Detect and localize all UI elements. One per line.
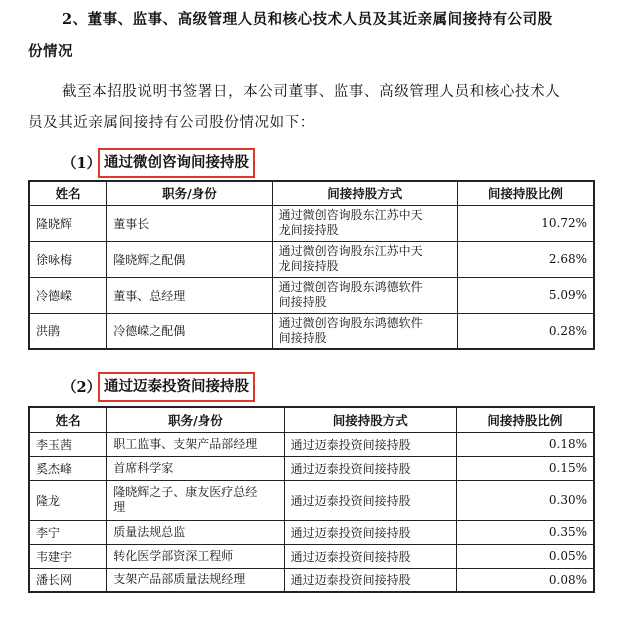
table-row (29, 456, 594, 480)
col-header-role: 职务/身份 (107, 407, 284, 432)
cell-method (272, 313, 457, 349)
subsection1-title: 通过微创咨询间接持股 (98, 148, 255, 178)
cell-method: 通过迈泰投资间接持股 (284, 520, 456, 544)
cell-method: 通过迈泰投资间接持股 (284, 568, 456, 592)
cell-name: 隆晓辉 (29, 205, 107, 241)
col-header-role: 职务/身份 (107, 181, 272, 205)
cell-method (272, 241, 457, 277)
shareholding-table-1 (28, 180, 595, 350)
cell-ratio: 0.08% (456, 568, 594, 592)
cell-ratio: 0.05% (456, 544, 594, 568)
cell-role (107, 480, 284, 520)
cell-role (107, 520, 284, 544)
subsection2-title: 通过迈泰投资间接持股 (98, 372, 255, 402)
section-heading-line1: 2、董事、监事、高级管理人员和核心技术人员及其近亲属间接持有公司股 (62, 11, 553, 28)
shareholding-table-2 (28, 406, 595, 593)
table-row (29, 313, 594, 349)
cell-ratio: 0.15% (456, 456, 594, 480)
cell-method (272, 277, 457, 313)
cell-name: 李宁 (29, 520, 107, 544)
cell-ratio: 10.72% (457, 205, 594, 241)
table-header-row (29, 181, 594, 205)
table-row (29, 568, 594, 592)
cell-name: 潘长网 (29, 568, 107, 592)
cell-name: 奚杰峰 (29, 456, 107, 480)
col-header-name: 姓名 (29, 407, 107, 432)
cell-name: 冷德嵘 (29, 277, 107, 313)
cell-role-line1: 支架产品部质量法规经理 (113, 572, 246, 587)
cell-role: 董事长 (107, 205, 272, 241)
col-header-method: 间接持股方式 (272, 181, 457, 205)
cell-role (107, 568, 284, 592)
cell-method-line2: 间接持股 (278, 295, 327, 309)
cell-method: 通过迈泰投资间接持股 (284, 432, 456, 456)
cell-name: 洪鹃 (29, 313, 107, 349)
cell-role: 董事、总经理 (107, 277, 272, 313)
section-heading-line2: 份情况 (28, 43, 73, 60)
cell-role-line1: 质量法规总监 (113, 524, 186, 539)
col-header-method: 间接持股方式 (284, 407, 456, 432)
subsection2-heading (0, 372, 629, 402)
intro-paragraph-line1: 截至本招股说明书签署日，本公司董事、监事、高级管理人员和核心技术人 (62, 84, 561, 100)
col-header-ratio: 间接持股比例 (457, 181, 594, 205)
table-row (29, 480, 594, 520)
table-row (29, 205, 594, 241)
cell-ratio: 5.09% (457, 277, 594, 313)
cell-ratio: 2.68% (457, 241, 594, 277)
cell-method-line1: 通过微创咨询股东鸿德软件 (278, 280, 423, 294)
table-row (29, 432, 594, 456)
cell-method-line2: 龙间接持股 (278, 223, 339, 237)
cell-role (107, 432, 284, 456)
cell-role-line1: 首席科学家 (113, 460, 174, 475)
cell-method: 通过迈泰投资间接持股 (284, 544, 456, 568)
intro-paragraph-line2: 员及其近亲属间接持有公司股份情况如下： (28, 115, 315, 131)
cell-ratio: 0.35% (456, 520, 594, 544)
table-row (29, 277, 594, 313)
table-header-row (29, 407, 594, 432)
cell-role-line2: 理 (113, 500, 126, 514)
cell-role-line1: 职工监事、支架产品部经理 (113, 436, 258, 451)
subsection1-number: （1） (62, 155, 102, 172)
cell-method-line1: 通过微创咨询股东鸿德软件 (278, 315, 423, 330)
cell-method-line1: 通过微创咨询股东江苏中天 (278, 208, 423, 222)
cell-method-line2: 龙间接持股 (278, 259, 339, 273)
cell-name: 隆龙 (29, 480, 107, 520)
cell-method-line1: 通过微创咨询股东江苏中天 (278, 244, 423, 258)
col-header-name: 姓名 (29, 181, 107, 205)
cell-role-line1: 隆晓辉之子、康友医疗总经 (113, 485, 258, 499)
cell-method (272, 205, 457, 241)
cell-ratio: 0.30% (456, 480, 594, 520)
table-row (29, 520, 594, 544)
subsection2-number: （2） (62, 379, 102, 396)
table-row (29, 241, 594, 277)
cell-ratio: 0.28% (457, 313, 594, 349)
cell-name: 韦建宇 (29, 544, 107, 568)
cell-method: 通过迈泰投资间接持股 (284, 456, 456, 480)
cell-method-line2: 间接持股 (278, 330, 327, 345)
cell-name: 徐咏梅 (29, 241, 107, 277)
cell-ratio: 0.18% (456, 432, 594, 456)
cell-role (107, 544, 284, 568)
cell-name: 李玉茜 (29, 432, 107, 456)
subsection1-heading (0, 148, 629, 178)
cell-role: 冷德嵘之配偶 (107, 313, 272, 349)
cell-role (107, 456, 284, 480)
cell-method: 通过迈泰投资间接持股 (284, 480, 456, 520)
table-row (29, 544, 594, 568)
col-header-ratio: 间接持股比例 (456, 407, 594, 432)
cell-role-line1: 转化医学部资深工程师 (113, 548, 234, 563)
cell-role: 隆晓辉之配偶 (107, 241, 272, 277)
